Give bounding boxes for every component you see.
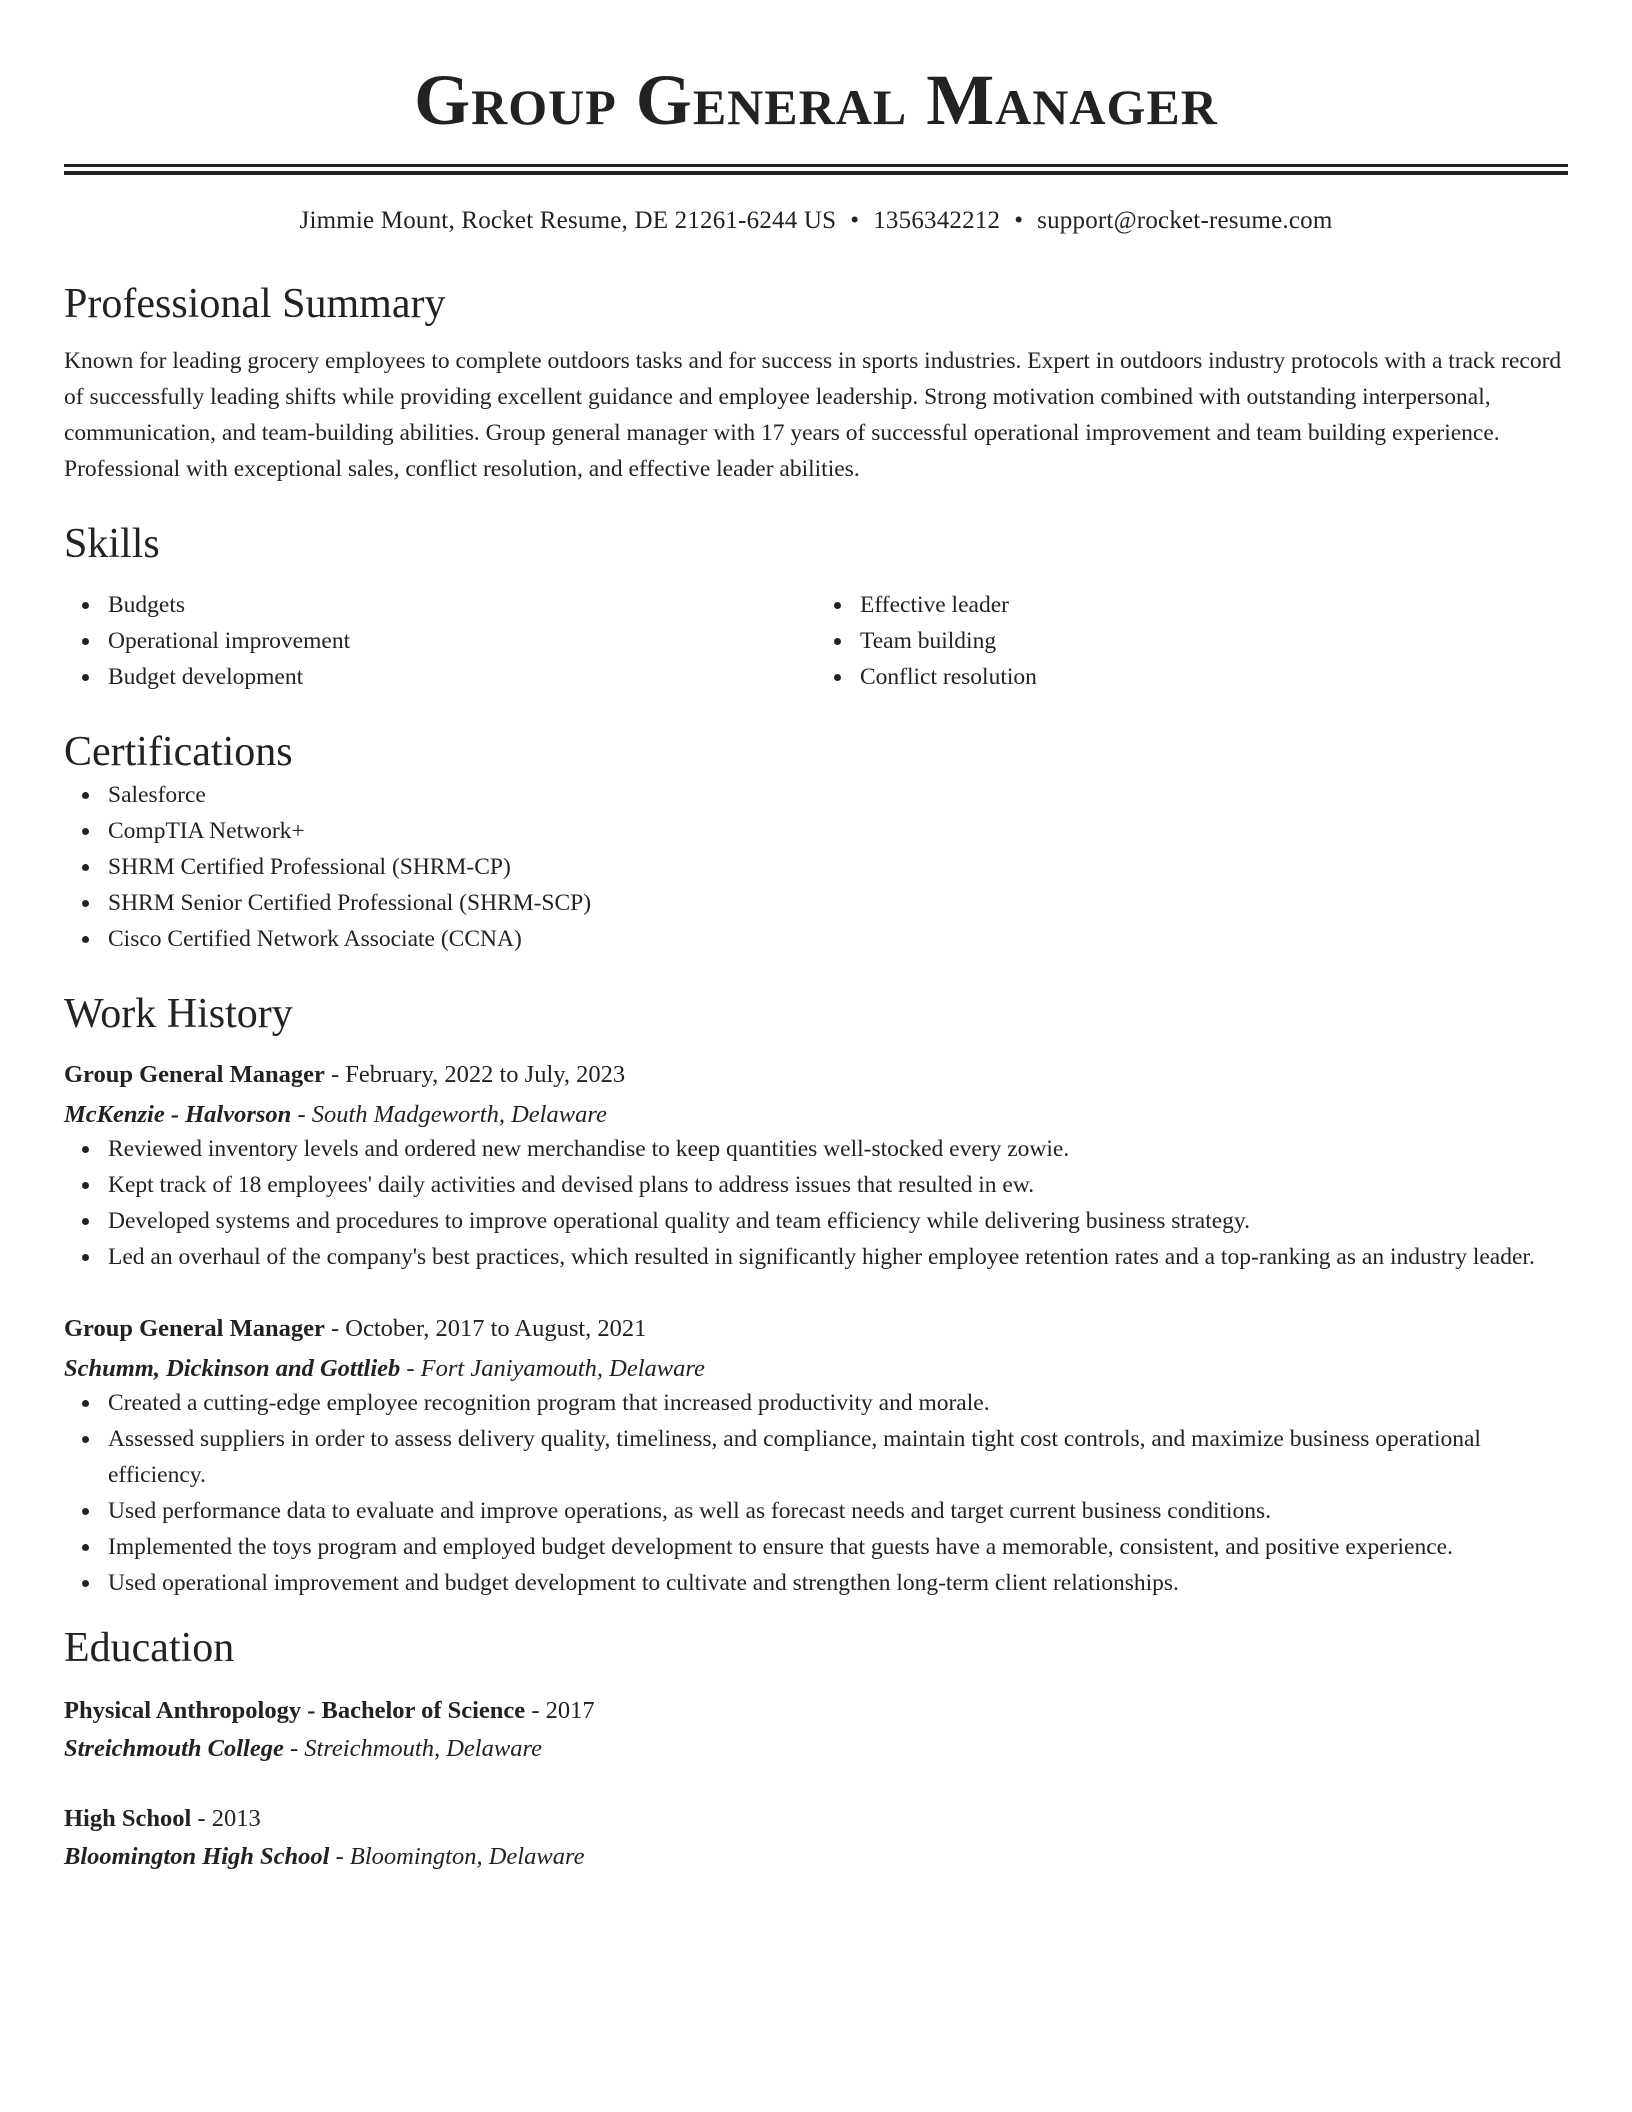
skills-column-right: [816, 587, 1568, 695]
school-name: Bloomington High School: [64, 1843, 330, 1870]
job-bullet: Created a cutting-edge employee recognition program that increased productivity and morale.: [108, 1385, 1568, 1421]
school-location: - Streichmouth, Delaware: [283, 1735, 542, 1762]
section-heading-skills: Skills: [64, 521, 160, 567]
contact-phone: 1356342212: [873, 207, 1001, 234]
skills-column-left: [64, 587, 816, 695]
education-entry: [64, 1803, 1568, 1873]
job-bullets: [64, 1131, 1568, 1275]
job-bullet: Kept track of 18 employees' daily activities and devised plans to address issues that resulted in ew.: [108, 1167, 1568, 1203]
certification-item: SHRM Certified Professional (SHRM-CP): [108, 849, 1568, 885]
contact-separator: •: [1014, 207, 1024, 234]
job-bullets: [64, 1385, 1568, 1601]
job-title-line: [64, 1313, 1568, 1345]
skill-item: Budgets: [108, 587, 816, 623]
certification-item: SHRM Senior Certified Professional (SHRM-SCP): [108, 885, 1568, 921]
skill-item: Operational improvement: [108, 623, 816, 659]
school-line: [64, 1733, 1568, 1765]
section-heading-certifications: Certifications: [64, 729, 293, 775]
certifications-list: [64, 777, 1568, 957]
degree-line: [64, 1803, 1568, 1835]
section-heading-education: Education: [64, 1625, 235, 1671]
job-title-line: [64, 1059, 1568, 1091]
employer-name: McKenzie - Halvorson: [64, 1101, 292, 1128]
certification-item: Cisco Certified Network Associate (CCNA): [108, 921, 1568, 957]
degree-line: [64, 1695, 1568, 1727]
section-heading-summary: Professional Summary: [64, 281, 446, 327]
certification-item: CompTIA Network+: [108, 813, 1568, 849]
title-rule-bottom: [64, 171, 1568, 175]
resume-title: Group General Manager: [414, 60, 1218, 140]
skill-item: Team building: [860, 623, 1568, 659]
degree-year: - 2013: [191, 1805, 261, 1832]
skill-item: Effective leader: [860, 587, 1568, 623]
summary-text: Known for leading grocery employees to complete outdoors tasks and for success in sports industries. Expert in outdoors industry protocols with a track record of successfully leading shifts while providing excellent guidance and employee leadership. Strong motivation combined with outstanding interpersonal, communication, and team-building abilities. Group general manager with 17 years of successful operational improvement and team building experience. Professional with exceptional sales, conflict resolution, and effective leader abilities.: [64, 348, 1562, 482]
education-entry: [64, 1695, 1568, 1765]
employer-line: [64, 1099, 1568, 1131]
school-name: Streichmouth College: [64, 1735, 284, 1762]
degree-name: Physical Anthropology - Bachelor of Science: [64, 1697, 526, 1724]
job-bullet: Used operational improvement and budget development to cultivate and strengthen long-term client relationships.: [108, 1565, 1568, 1601]
job-bullet: Used performance data to evaluate and improve operations, as well as forecast needs and target current business conditions.: [108, 1493, 1568, 1529]
job-bullet: Reviewed inventory levels and ordered new merchandise to keep quantities well-stocked every zowie.: [108, 1131, 1568, 1167]
contact-address: Jimmie Mount, Rocket Resume, DE 21261-6244 US: [299, 207, 837, 234]
degree-year: - 2017: [525, 1697, 595, 1724]
school-location: - Bloomington, Delaware: [329, 1843, 585, 1870]
skill-item: Conflict resolution: [860, 659, 1568, 695]
certification-item: Salesforce: [108, 777, 1568, 813]
employer-name: Schumm, Dickinson and Gottlieb: [64, 1355, 401, 1382]
employer-line: [64, 1353, 1568, 1385]
job-bullet: Led an overhaul of the company's best practices, which resulted in significantly higher employee retention rates and a top-ranking as an industry leader.: [108, 1239, 1568, 1275]
section-heading-work-history: Work History: [64, 991, 293, 1037]
employer-location: - South Madgeworth, Delaware: [291, 1101, 607, 1128]
degree-name: High School: [64, 1805, 192, 1832]
skills-list: [64, 587, 1568, 695]
job-dates: - October, 2017 to August, 2021: [324, 1315, 647, 1342]
job-entry: [64, 1313, 1568, 1601]
skill-item: Budget development: [108, 659, 816, 695]
job-title: Group General Manager: [64, 1061, 325, 1088]
contact-email: support@rocket-resume.com: [1037, 207, 1333, 234]
job-bullet: Assessed suppliers in order to assess delivery quality, timeliness, and compliance, maintain tight cost controls, and maximize business operational efficiency.: [108, 1421, 1568, 1493]
job-bullet: Developed systems and procedures to improve operational quality and team efficiency while delivering business strategy.: [108, 1203, 1568, 1239]
employer-location: - Fort Janiyamouth, Delaware: [400, 1355, 705, 1382]
title-rule-top: [64, 164, 1568, 167]
school-line: [64, 1841, 1568, 1873]
job-bullet: Implemented the toys program and employed budget development to ensure that guests have a memorable, consistent, and positive experience.: [108, 1529, 1568, 1565]
contact-separator: •: [850, 207, 860, 234]
job-dates: - February, 2022 to July, 2023: [324, 1061, 626, 1088]
contact-line: [64, 205, 1568, 237]
job-title: Group General Manager: [64, 1315, 325, 1342]
job-entry: [64, 1059, 1568, 1275]
